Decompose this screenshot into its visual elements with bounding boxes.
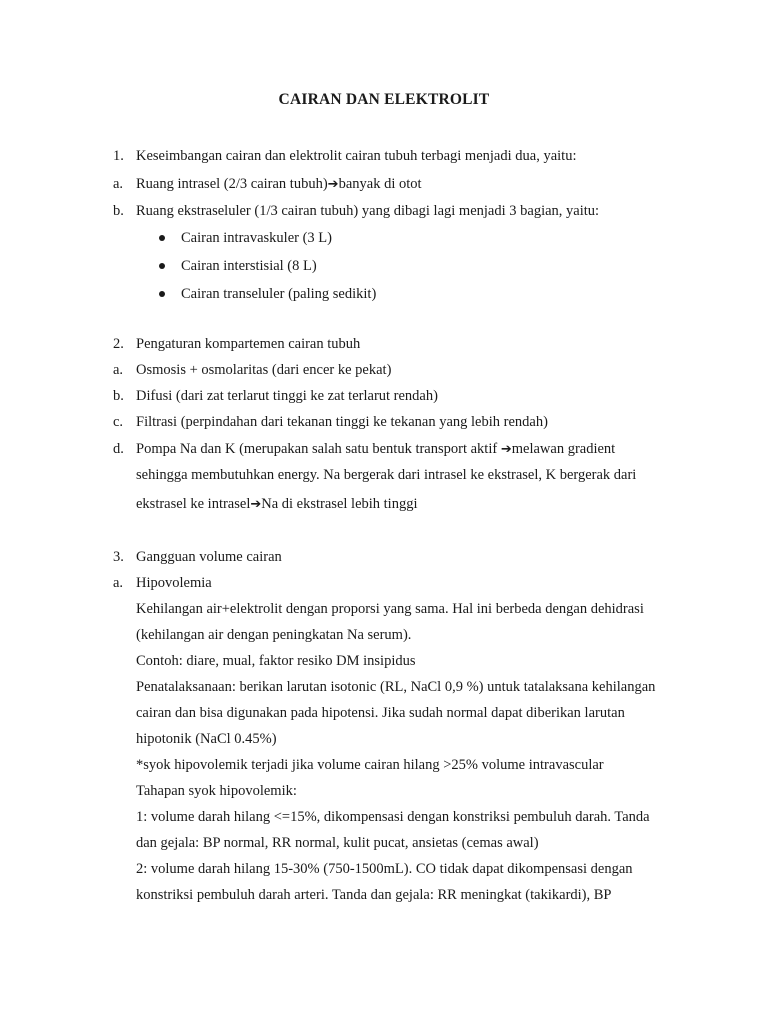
- section-2-item-a: Osmosis + osmolaritas (dari encer ke pekat): [136, 362, 392, 378]
- section-2-item-c: Filtrasi (perpindahan dari tekanan tinggi ke tekanan yang lebih rendah): [136, 414, 548, 430]
- section-2-item-c-label: c.: [113, 414, 124, 430]
- paragraph-line: Penatalaksanaan: berikan larutan isotonic (RL, NaCl 0,9 %) untuk tatalaksana kehilangan: [136, 679, 656, 695]
- bullet-icon: [159, 263, 165, 269]
- section-2-item-d-text-3a: ekstrasel ke intrasel: [136, 496, 251, 512]
- paragraph-line: (kehilangan air dengan peningkatan Na serum).: [136, 627, 412, 643]
- section-1-item-a: [136, 175, 422, 194]
- paragraph-line: *syok hipovolemik terjadi jika volume cairan hilang >25% volume intravascular: [136, 757, 604, 773]
- section-2-item-d-line-1: [136, 440, 615, 459]
- paragraph-line: dan gejala: BP normal, RR normal, kulit pucat, ansietas (cemas awal): [136, 835, 539, 851]
- section-1-heading: Keseimbangan cairan dan elektrolit cairan tubuh terbagi menjadi dua, yaitu:: [136, 148, 577, 164]
- section-2-heading: Pengaturan kompartemen cairan tubuh: [136, 336, 361, 352]
- paragraph-line: 2: volume darah hilang 15-30% (750-1500mL). CO tidak dapat dikompensasi dengan: [136, 861, 633, 877]
- paragraph-line: konstriksi pembuluh darah arteri. Tanda dan gejala: RR meningkat (takikardi), BP: [136, 887, 612, 903]
- paragraph-line: cairan dan bisa digunakan pada hipotensi. Jika sudah normal dapat diberikan larutan: [136, 705, 625, 721]
- section-2-item-d-text-1a: Pompa Na dan K (merupakan salah satu bentuk transport aktif: [136, 441, 501, 457]
- paragraph-line: 1: volume darah hilang <=15%, dikompensasi dengan konstriksi pembuluh darah. Tanda: [136, 809, 650, 825]
- document-title: CAIRAN DAN ELEKTROLIT: [278, 91, 490, 108]
- section-1-item-b: Ruang ekstraseluler (1/3 cairan tubuh) yang dibagi lagi menjadi 3 bagian, yaitu:: [136, 203, 600, 219]
- paragraph-line: Tahapan syok hipovolemik:: [136, 783, 297, 799]
- section-2-item-d-line-2: sehingga membutuhkan energy. Na bergerak dari intrasel ke ekstrasel, K bergerak dari: [136, 467, 637, 483]
- bullet-item: Cairan transeluler (paling sedikit): [181, 286, 377, 302]
- section-3-heading: Gangguan volume cairan: [136, 549, 282, 565]
- paragraph-line: hipotonik (NaCl 0.45%): [136, 731, 277, 747]
- section-2-item-d-text-1b: melawan gradient: [511, 441, 616, 457]
- section-2-item-d-label: d.: [113, 441, 124, 457]
- section-2-item-a-label: a.: [113, 362, 124, 378]
- section-2-item-d-text-3b: Na di ekstrasel lebih tinggi: [261, 496, 418, 512]
- arrow-icon: ➔: [500, 442, 512, 457]
- section-1-item-a-text-2: banyak di otot: [338, 176, 422, 192]
- section-2-item-b-label: b.: [113, 388, 124, 404]
- arrow-icon: ➔: [327, 177, 339, 192]
- arrow-icon: ➔: [250, 497, 262, 512]
- section-2-item-b: Difusi (dari zat terlarut tinggi ke zat terlarut rendah): [136, 388, 438, 404]
- section-3-item-a: Hipovolemia: [136, 575, 212, 591]
- section-1-item-a-text-1: Ruang intrasel (2/3 cairan tubuh): [136, 176, 328, 192]
- bullet-item: Cairan intravaskuler (3 L): [181, 230, 332, 246]
- bullet-icon: [159, 235, 165, 241]
- section-1-item-b-label: b.: [113, 203, 124, 219]
- section-3-item-a-label: a.: [113, 575, 124, 591]
- section-1-number: 1.: [113, 148, 124, 164]
- bullet-item: Cairan interstisial (8 L): [181, 258, 317, 274]
- paragraph-line: Kehilangan air+elektrolit dengan proporsi yang sama. Hal ini berbeda dengan dehidrasi: [136, 601, 644, 617]
- paragraph-line: Contoh: diare, mual, faktor resiko DM insipidus: [136, 653, 416, 669]
- section-2-number: 2.: [113, 336, 124, 352]
- bullet-icon: [159, 291, 165, 297]
- section-2-item-d-line-3: [136, 495, 418, 514]
- section-1-item-a-label: a.: [113, 176, 124, 192]
- section-3-number: 3.: [113, 549, 124, 565]
